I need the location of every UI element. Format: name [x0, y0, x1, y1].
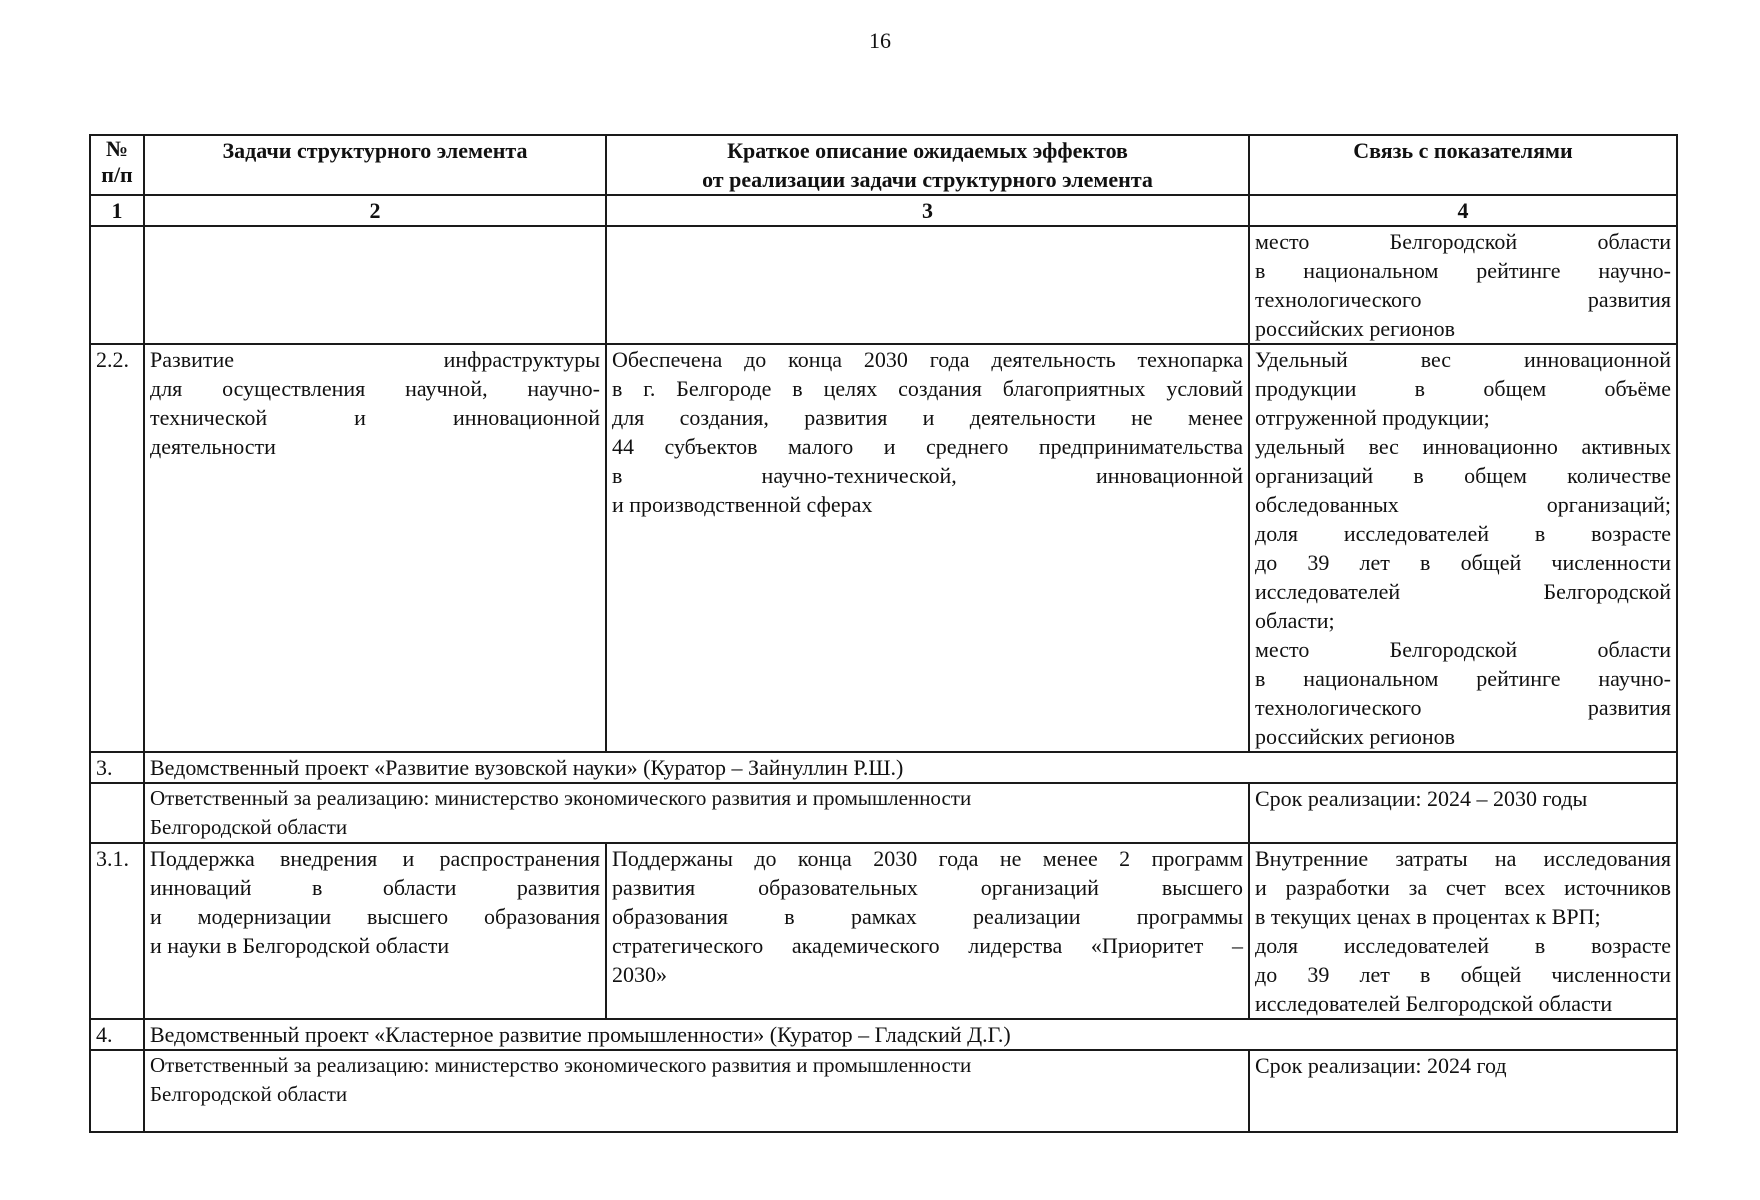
- text-line: деятельности: [150, 434, 276, 459]
- column-index: 1: [90, 195, 144, 226]
- header-num-line: п/п: [101, 162, 133, 187]
- header-effects: [606, 135, 1249, 195]
- text-line: Ответственный за реализацию: министерство экономического развития и промышленности: [150, 1053, 972, 1077]
- text-line: технологического развития: [1255, 695, 1671, 720]
- table-row-continuation: [90, 226, 1677, 344]
- text-line: 44 субъектов малого и среднего предпринимательства: [612, 434, 1243, 459]
- table-row-3-responsible: [90, 783, 1677, 843]
- text-line: для осуществления научной, научно-: [150, 376, 600, 401]
- cell-indicators: [1249, 226, 1677, 344]
- text-line: исследователей Белгородской: [1255, 579, 1671, 604]
- text-line: доля исследователей в возрасте: [1255, 933, 1671, 958]
- text-line: Ответственный за реализацию: министерство экономического развития и промышленности: [150, 786, 972, 810]
- cell-num: 3.: [90, 752, 144, 783]
- text-line: в национальном рейтинге научно-: [1255, 258, 1671, 283]
- cell-effect: [606, 344, 1249, 752]
- text-line: Удельный вес инновационной: [1255, 347, 1671, 372]
- text-line: области;: [1255, 608, 1335, 633]
- table-row-3: [90, 752, 1677, 783]
- header-effects-line: от реализации задачи структурного элемента: [702, 167, 1153, 192]
- text-line: Развитие инфраструктуры: [150, 347, 600, 372]
- text-line: обследованных организаций;: [1255, 492, 1671, 517]
- text-line: Поддержаны до конца 2030 года не менее 2 программ: [612, 846, 1243, 871]
- text-line: развития образовательных организаций высшего: [612, 875, 1243, 900]
- text-line: технологического развития: [1255, 287, 1671, 312]
- cell-task: [144, 226, 606, 344]
- text-line: исследователей Белгородской области: [1255, 991, 1613, 1016]
- column-index: 2: [144, 195, 606, 226]
- cell-effect: [606, 226, 1249, 344]
- text-line: и производственной сферах: [612, 492, 873, 517]
- cell-num: 4.: [90, 1019, 144, 1050]
- table-row-4-responsible: [90, 1050, 1677, 1132]
- text-line: продукции в общем объёме: [1255, 376, 1671, 401]
- cell-num: 3.1.: [90, 843, 144, 1019]
- cell-effect: [606, 843, 1249, 1019]
- text-line: Белгородской области: [150, 1082, 348, 1106]
- text-line: российских регионов: [1255, 316, 1456, 341]
- text-line: Белгородской области: [150, 815, 348, 839]
- text-line: до 39 лет в общей численности: [1255, 962, 1671, 987]
- tasks-table: [89, 134, 1678, 1133]
- term-cell: Срок реализации: 2024 – 2030 годы: [1249, 783, 1677, 843]
- table-header-row: [90, 135, 1677, 195]
- text-line: в текущих ценах в процентах к ВРП;: [1255, 904, 1601, 929]
- text-line: Поддержка внедрения и распространения: [150, 846, 600, 871]
- text-line: место Белгородской области: [1255, 637, 1671, 662]
- cell-indicators: [1249, 843, 1677, 1019]
- text-line: и разработки за счет всех источников: [1255, 875, 1671, 900]
- text-line: стратегического академического лидерства «Приоритет –: [612, 933, 1243, 958]
- cell-num: 2.2.: [90, 344, 144, 752]
- column-index-row: [90, 195, 1677, 226]
- responsible-cell: [144, 783, 1249, 843]
- text-line: удельный вес инновационно активных: [1255, 434, 1671, 459]
- text-line: в научно-технической, инновационной: [612, 463, 1243, 488]
- text-line: в национальном рейтинге научно-: [1255, 666, 1671, 691]
- cell-task: [144, 843, 606, 1019]
- cell-task: [144, 344, 606, 752]
- text-line: для создания, развития и деятельности не менее: [612, 405, 1243, 430]
- text-line: в г. Белгороде в целях создания благоприятных условий: [612, 376, 1243, 401]
- header-indicators: Связь с показателями: [1249, 135, 1677, 195]
- header-tasks: Задачи структурного элемента: [144, 135, 606, 195]
- table-row-3-1: [90, 843, 1677, 1019]
- cell-num: [90, 226, 144, 344]
- text-line: технической и инновационной: [150, 405, 600, 430]
- text-line: до 39 лет в общей численности: [1255, 550, 1671, 575]
- text-line: Обеспечена до конца 2030 года деятельность технопарка: [612, 347, 1243, 372]
- text-line: и модернизации высшего образования: [150, 904, 600, 929]
- text-line: место Белгородской области: [1255, 229, 1671, 254]
- term-cell: Срок реализации: 2024 год: [1249, 1050, 1677, 1132]
- text-line: инноваций в области развития: [150, 875, 600, 900]
- column-index: 4: [1249, 195, 1677, 226]
- table-row-2-2: [90, 344, 1677, 752]
- header-effects-line: Краткое описание ожидаемых эффектов: [727, 138, 1128, 163]
- text-line: организаций в общем количестве: [1255, 463, 1671, 488]
- text-line: и науки в Белгородской области: [150, 933, 450, 958]
- header-num: [90, 135, 144, 195]
- column-index: 3: [606, 195, 1249, 226]
- cell-indicators: [1249, 344, 1677, 752]
- text-line: Внутренние затраты на исследования: [1255, 846, 1671, 871]
- page-number: 16: [869, 28, 891, 53]
- responsible-cell: [144, 1050, 1249, 1132]
- table-row-4: [90, 1019, 1677, 1050]
- project-title: Ведомственный проект «Кластерное развитие промышленности» (Куратор – Гладский Д.Г.): [144, 1019, 1677, 1050]
- cell-num: [90, 1050, 144, 1132]
- header-num-line: №: [105, 136, 129, 161]
- cell-num: [90, 783, 144, 843]
- project-title: Ведомственный проект «Развитие вузовской науки» (Куратор – Зайнуллин Р.Ш.): [144, 752, 1677, 783]
- text-line: доля исследователей в возрасте: [1255, 521, 1671, 546]
- text-line: отгруженной продукции;: [1255, 405, 1490, 430]
- text-line: образования в рамках реализации программы: [612, 904, 1243, 929]
- text-line: 2030»: [612, 962, 667, 987]
- text-line: российских регионов: [1255, 724, 1456, 749]
